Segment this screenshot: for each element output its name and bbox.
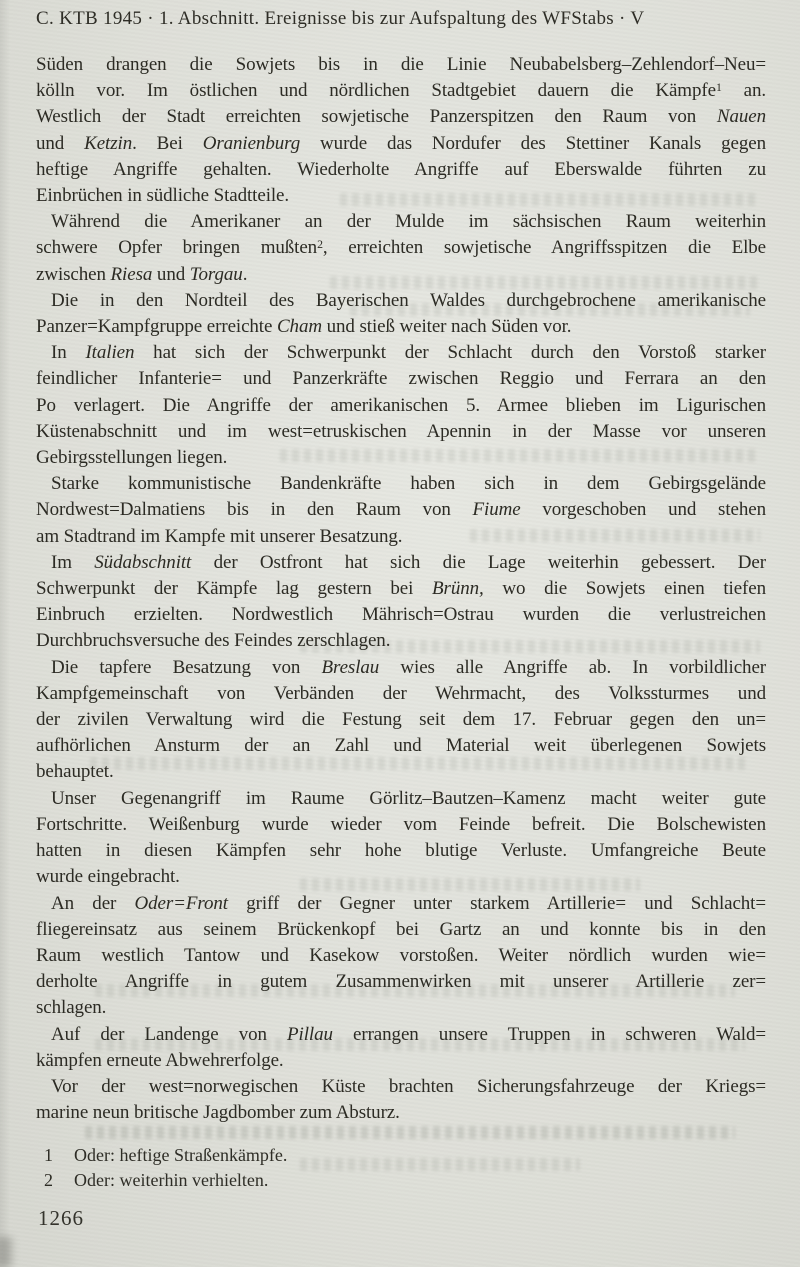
footnote-number: 2 [44, 1170, 53, 1190]
text-segment: Raum westlich Tantow und Kasekow vorstoßen. Weiter nördlich wurden wie= [36, 944, 766, 966]
paragraph [36, 1074, 766, 1126]
text-line [36, 759, 766, 785]
text-segment: Gebirgsstellungen liegen. [36, 447, 228, 469]
text-line [36, 943, 766, 969]
text-line [36, 1048, 766, 1074]
text-line [36, 917, 766, 943]
text-segment: Panzer=Kampfgruppe erreichte [36, 316, 277, 338]
text-segment: der zivilen Verwaltung wird die Festung seit dem 17. Februar gegen den un= [36, 709, 766, 731]
text-segment: An der [51, 892, 135, 914]
text-segment: Schwerpunkt der Kämpfe lag gestern bei [36, 578, 433, 600]
text-segment: Die in den Nordteil des Bayerischen Waldes durchgebrochene amerikanische [51, 289, 766, 311]
text-segment: Süden drangen die Sowjets bis in die Linie Neubabelsberg–Zehlendorf–Neu= [36, 54, 766, 75]
text-segment: griff der Gegner unter starkem Artillerie= und Schlacht= [227, 892, 766, 914]
footnote-marker: 1 [715, 80, 722, 94]
text-segment: Auf der Landenge von [51, 1023, 288, 1045]
text-segment: , erreichten sowjetische Angriffsspitzen die Elbe [322, 237, 766, 259]
text-segment: der Ostfront hat sich die Lage weiterhin gebessert. Der [191, 551, 766, 573]
text-segment: wies alle Angriffe ab. In vorbildlicher [379, 656, 767, 678]
bleedthrough-artifact [85, 1126, 735, 1139]
text-segment: hatten in diesen Kämpfen sehr hohe blutige Verluste. Umfangreiche Beute [36, 840, 766, 862]
text-line [36, 550, 766, 576]
text-segment: Nordwest=Dalmatiens bis in den Raum von [36, 499, 473, 521]
text-line [36, 419, 766, 445]
text-segment: zwischen [36, 263, 111, 285]
footnote-number: 1 [44, 1145, 53, 1165]
text-segment: feindlicher Infanterie= und Panzerkräfte zwischen Reggio und Ferrara an den [36, 368, 766, 390]
text-segment: Po verlagert. Die Angriffe der amerikanischen 5. Armee blieben im Ligurischen [36, 394, 766, 416]
paragraph [36, 891, 766, 1022]
text-line [36, 183, 766, 209]
text-segment: Während die Amerikaner an der Mulde im sächsischen Raum weiterhin [51, 211, 766, 233]
text-segment: wo die Sowjets einen tiefen [483, 578, 766, 600]
text-line [36, 733, 766, 759]
scan-corner-mark [0, 1237, 12, 1267]
page-number: 1266 [38, 1206, 84, 1230]
italic-text: Ketzin [84, 132, 133, 154]
text-line [36, 655, 766, 681]
text-segment: Die tapfere Besatzung von [51, 656, 322, 678]
italic-text: Pillau [287, 1023, 333, 1045]
text-segment: Starke kommunistische Bandenkräfte haben sich in dem Gebirgsgelände [51, 473, 766, 495]
text-line [36, 157, 766, 183]
footnote [44, 1143, 744, 1168]
text-segment: hat sich der Schwerpunkt der Schlacht durch den Vorstoß starker [134, 342, 766, 364]
paragraph [36, 340, 766, 471]
text-line [36, 78, 766, 104]
text-segment: Im [51, 551, 95, 573]
text-segment: schlagen. [36, 997, 107, 1019]
text-line [36, 366, 766, 392]
text-line [36, 838, 766, 864]
footnote-marker: 2 [317, 238, 323, 252]
text-segment: errangen unsere Truppen in schweren Wald= [332, 1023, 766, 1045]
text-segment: an. [721, 80, 766, 102]
italic-text: Torgau [189, 263, 243, 285]
text-segment: kölln vor. Im östlichen und nördlichen Stadtgebiet dauern die Kämpfe [36, 80, 716, 102]
text-line [36, 602, 766, 628]
paragraph [36, 550, 766, 655]
text-line [36, 1022, 766, 1048]
text-segment: heftige Angriffe gehalten. Wiederholte Angriffe auf Eberswalde führten zu [36, 158, 766, 180]
italic-text: Nauen [716, 106, 766, 128]
paragraph [36, 786, 766, 891]
text-segment: Kampfgemeinschaft von Verbänden der Wehrmacht, des Volkssturmes und [36, 682, 766, 704]
text-segment: und stieß weiter nach Süden vor. [321, 316, 572, 338]
text-line [36, 262, 766, 288]
paragraph [36, 1022, 766, 1074]
text-line [36, 235, 766, 261]
text-line [36, 812, 766, 838]
text-line [36, 340, 766, 366]
text-line [36, 524, 766, 550]
text-segment: Fortschritte. Weißenburg wurde wieder vom Feinde befreit. Die Bolschewisten [36, 813, 766, 835]
text-line [36, 864, 766, 890]
text-line [36, 393, 766, 419]
body-text [36, 52, 766, 1126]
text-segment: . [242, 263, 248, 285]
text-segment: Unser Gegenangriff im Raume Görlitz–Bautzen–Kamenz macht weiter gute [51, 787, 766, 809]
text-segment: am Stadtrand im Kampfe mit unserer Besatzung. [36, 525, 403, 547]
text-line [36, 1100, 766, 1126]
text-line [36, 288, 766, 314]
footnotes [44, 1143, 744, 1193]
italic-text: Brünn, [432, 578, 484, 600]
italic-text: Italien [85, 342, 135, 364]
italic-text: Oder=Front [134, 892, 228, 914]
text-line [36, 707, 766, 733]
paragraph [36, 52, 766, 209]
text-segment: Westlich der Stadt erreichten sowjetische Panzerspitzen den Raum von [36, 106, 717, 128]
text-segment: schwere Opfer bringen mußten [36, 237, 318, 259]
text-segment: Einbruch erzielten. Nordwestlich Mährisch=Ostrau wurden die verlustreichen [36, 604, 766, 626]
italic-text: Breslau [321, 656, 380, 678]
text-line [36, 786, 766, 812]
text-segment: wurde eingebracht. [36, 866, 180, 888]
footnote-text: Oder: weiterhin verhielten. [74, 1170, 269, 1190]
text-segment: . Bei [132, 132, 203, 154]
text-line [36, 891, 766, 917]
italic-text: Südabschnitt [94, 551, 192, 573]
italic-text: Oranienburg [202, 132, 301, 154]
footnote-text: Oder: heftige Straßenkämpfe. [74, 1145, 288, 1165]
text-segment: wurde das Nordufer des Stettiner Kanals gegen [300, 132, 766, 154]
footnote [44, 1168, 744, 1193]
italic-text: Riesa [110, 263, 153, 285]
italic-text: Fiume [472, 499, 521, 521]
text-line [36, 681, 766, 707]
paragraph [36, 471, 766, 550]
text-line [36, 104, 766, 130]
text-line [36, 52, 766, 78]
text-segment: In [51, 342, 86, 364]
text-segment: Durchbruchsversuche des Feindes zerschlagen. [36, 630, 391, 652]
text-line [36, 471, 766, 497]
text-line [36, 969, 766, 995]
text-line [36, 995, 766, 1021]
paragraph [36, 209, 766, 288]
text-segment: Einbrüchen in südliche Stadtteile. [36, 185, 290, 207]
text-segment: vorgeschoben und stehen [520, 499, 766, 521]
text-line [36, 314, 766, 340]
text-line [36, 497, 766, 523]
text-line [36, 628, 766, 654]
text-segment: aufhörlichen Ansturm der an Zahl und Material weit überlegenen Sowjets [36, 735, 766, 757]
text-segment: marine neun britische Jagdbomber zum Absturz. [36, 1102, 400, 1124]
text-segment: und [36, 132, 85, 154]
text-segment: fliegereinsatz aus seinem Brückenkopf bei Gartz an und konnte bis in den [36, 918, 766, 940]
text-segment: behauptet. [36, 761, 114, 783]
paragraph [36, 655, 766, 786]
italic-text: Cham [276, 316, 322, 338]
text-segment: und [152, 263, 190, 285]
text-line [36, 131, 766, 157]
text-segment: derholte Angriffe in gutem Zusammenwirken mit unserer Artillerie zer= [36, 971, 766, 993]
text-line [36, 445, 766, 471]
running-header: C. KTB 1945 · 1. Abschnitt. Ereignisse bis zur Aufspaltung des WFStabs · V [36, 8, 645, 29]
text-line [36, 1074, 766, 1100]
scan-edge-shadow [0, 0, 10, 1267]
text-segment: Küstenabschnitt und im west=etruskischen Apennin in der Masse vor unseren [36, 420, 766, 442]
text-line [36, 209, 766, 235]
text-line [36, 576, 766, 602]
text-segment: Vor der west=norwegischen Küste brachten Sicherungsfahrzeuge der Kriegs= [51, 1075, 766, 1097]
paragraph [36, 288, 766, 340]
text-segment: kämpfen erneute Abwehrerfolge. [36, 1049, 284, 1071]
